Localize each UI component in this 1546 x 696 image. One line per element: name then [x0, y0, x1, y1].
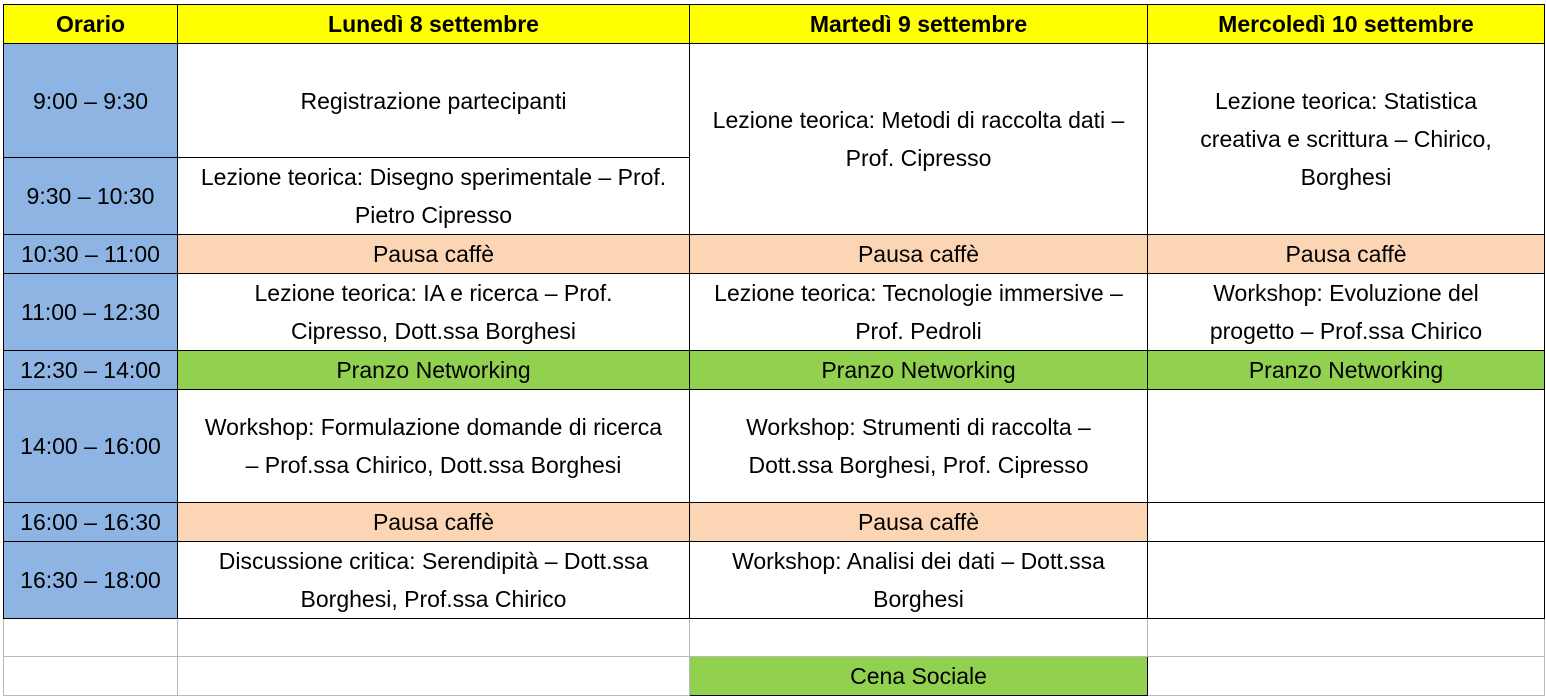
break-cell[interactable]: Pausa caffè: [690, 235, 1148, 274]
event-cell[interactable]: Discussione critica: Serendipità – Dott.ssa Borghesi, Prof.ssa Chirico: [178, 542, 690, 619]
table-row: [4, 351, 1545, 390]
break-cell[interactable]: Pausa caffè: [178, 503, 690, 542]
lunch-cell[interactable]: Pranzo Networking: [178, 351, 690, 390]
time-cell[interactable]: 12:30 – 14:00: [4, 351, 178, 390]
lunch-cell[interactable]: Pranzo Networking: [690, 351, 1148, 390]
dinner-cell[interactable]: Cena Sociale: [690, 657, 1148, 696]
event-cell[interactable]: Workshop: Evoluzione del progetto – Prof.ssa Chirico: [1148, 274, 1545, 351]
table-row: [4, 44, 1545, 158]
empty-cell[interactable]: [1148, 503, 1545, 542]
table-row: [4, 235, 1545, 274]
break-cell[interactable]: Pausa caffè: [1148, 235, 1545, 274]
event-cell[interactable]: Lezione teorica: Metodi di raccolta dati – Prof. Cipresso: [690, 44, 1148, 235]
header-day-3[interactable]: Mercoledì 10 settembre: [1148, 5, 1545, 44]
table-row: [4, 390, 1545, 503]
time-cell[interactable]: 11:00 – 12:30: [4, 274, 178, 351]
break-cell[interactable]: Pausa caffè: [690, 503, 1148, 542]
table-row: [4, 503, 1545, 542]
break-cell[interactable]: Pausa caffè: [178, 235, 690, 274]
header-time[interactable]: Orario: [4, 5, 178, 44]
empty-cell[interactable]: [1148, 390, 1545, 503]
event-cell[interactable]: Workshop: Formulazione domande di ricerca – Prof.ssa Chirico, Dott.ssa Borghesi: [178, 390, 690, 503]
time-cell[interactable]: 16:30 – 18:00: [4, 542, 178, 619]
time-cell[interactable]: 16:00 – 16:30: [4, 503, 178, 542]
empty-cell[interactable]: [1148, 542, 1545, 619]
table-row: [4, 619, 1545, 657]
blank-cell[interactable]: [690, 619, 1148, 657]
lunch-cell[interactable]: Pranzo Networking: [1148, 351, 1545, 390]
time-cell[interactable]: 10:30 – 11:00: [4, 235, 178, 274]
event-cell[interactable]: Workshop: Strumenti di raccolta – Dott.ssa Borghesi, Prof. Cipresso: [690, 390, 1148, 503]
table-row: [4, 274, 1545, 351]
time-cell[interactable]: 14:00 – 16:00: [4, 390, 178, 503]
blank-cell[interactable]: [178, 619, 690, 657]
blank-cell[interactable]: [4, 619, 178, 657]
event-cell[interactable]: Lezione teorica: IA e ricerca – Prof. Cipresso, Dott.ssa Borghesi: [178, 274, 690, 351]
event-cell[interactable]: Lezione teorica: Disegno sperimentale – Prof. Pietro Cipresso: [178, 158, 690, 235]
event-cell[interactable]: Workshop: Analisi dei dati – Dott.ssa Borghesi: [690, 542, 1148, 619]
table-row: [4, 542, 1545, 619]
event-cell[interactable]: Registrazione partecipanti: [178, 44, 690, 158]
time-cell[interactable]: 9:30 – 10:30: [4, 158, 178, 235]
event-cell[interactable]: Lezione teorica: Tecnologie immersive – Prof. Pedroli: [690, 274, 1148, 351]
header-day-1[interactable]: Lunedì 8 settembre: [178, 5, 690, 44]
event-cell[interactable]: Lezione teorica: Statistica creativa e scrittura – Chirico, Borghesi: [1148, 44, 1545, 235]
time-cell[interactable]: 9:00 – 9:30: [4, 44, 178, 158]
blank-cell[interactable]: [1148, 619, 1545, 657]
schedule-table: [3, 4, 1545, 696]
header-day-2[interactable]: Martedì 9 settembre: [690, 5, 1148, 44]
header-row: [4, 5, 1545, 44]
